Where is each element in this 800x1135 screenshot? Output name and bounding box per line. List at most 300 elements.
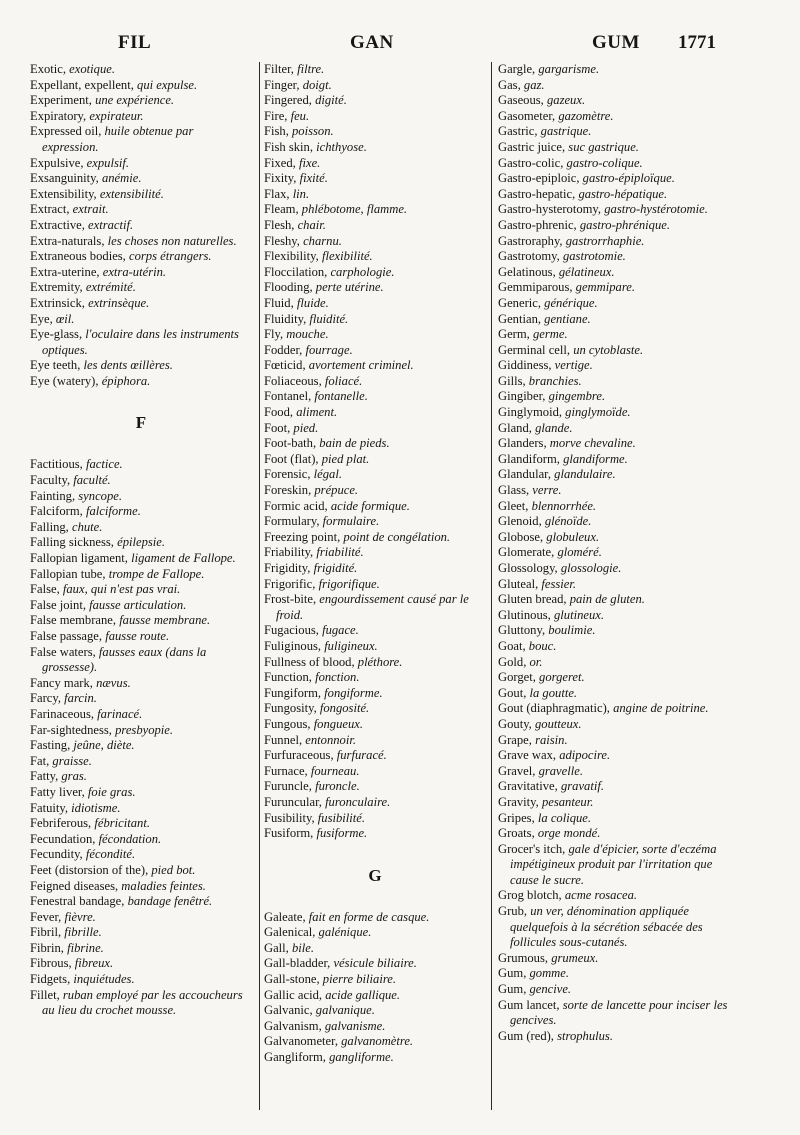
entry-term: Falling, [30,519,72,534]
entry-translation: frigorifique. [318,576,380,591]
entry-translation: glandiforme. [563,451,628,466]
entry-translation: pied plat. [321,451,370,466]
entry-translation: légal. [313,467,343,482]
dictionary-entry [30,738,252,754]
entry-translation: jeûne, diète. [73,738,135,753]
entry-term: Fusiform, [264,826,317,841]
middle-guide-word: GAN [350,32,394,53]
dictionary-entry [264,717,486,733]
dictionary-entry [264,733,486,749]
dictionary-entry [264,296,486,312]
entry-term: Gingiber, [498,389,549,404]
entry-term: Extremity, [30,280,86,295]
entry-translation: strophulus. [557,1028,613,1043]
dictionary-entry [30,801,252,817]
dictionary-entry [30,457,252,473]
dictionary-entry [498,701,734,717]
entry-translation: lin. [292,186,310,201]
dictionary-entry [264,941,486,957]
dictionary-entry [264,327,486,343]
dictionary-entry [264,972,486,988]
entry-term: Gastro-hepatic, [498,186,579,201]
dictionary-entry [30,156,252,172]
entry-term: Fatuity, [30,800,72,815]
dictionary-entry [30,489,252,505]
dictionary-entry [498,966,734,982]
entry-term: Gravity, [498,794,542,809]
entry-translation: doigt. [302,77,332,92]
entry-translation: gemmipare. [575,280,635,295]
entry-term: Gastro-phrenic, [498,217,580,232]
dictionary-entry [498,93,734,109]
entry-term: Extraneous bodies, [30,249,129,264]
entry-term: Eye-glass, [30,327,86,342]
dictionary-entry [30,925,252,941]
entry-translation: adipocire. [559,748,611,763]
dictionary-entry [264,1019,486,1035]
entry-translation: furonculaire. [325,794,391,809]
entry-translation: gangliforme. [329,1050,394,1065]
dictionary-entry [498,62,734,78]
entry-translation: galénique. [318,925,372,940]
dictionary-entry [30,535,252,551]
entry-translation: trompe de Fallope. [108,566,205,581]
entry-translation: grumeux. [551,950,599,965]
entry-term: Gouty, [498,716,535,731]
right-guide-word: GUM [592,32,640,53]
entry-translation: les dents œillères. [83,358,173,373]
dictionary-entry [264,530,486,546]
dictionary-entry [264,764,486,780]
entry-term: Fodder, [264,342,306,357]
entry-translation: l'oculaire dans les instruments optiques. [42,327,239,357]
entry-translation: la colique. [537,810,592,825]
entry-term: Fatty liver, [30,784,88,799]
dictionary-entry [498,374,734,390]
entry-translation: fausse membrane. [119,613,211,628]
entry-translation: gingembre. [548,389,606,404]
dictionary-entry [264,811,486,827]
entry-translation: nævus. [96,675,131,690]
dictionary-entry [264,988,486,1004]
dictionary-entry [498,951,734,967]
entry-term: Gout (diaphragmatic), [498,701,614,716]
entry-translation: faculté. [73,473,111,488]
entry-term: Gastro-epiploic, [498,171,583,186]
entry-term: Gall-bladder, [264,956,334,971]
entry-translation: acide gallique. [325,987,401,1002]
entry-list [264,910,486,1066]
entry-term: Fixity, [264,171,300,186]
entry-translation: factice. [85,457,123,472]
entry-term: Gasometer, [498,108,559,123]
entry-translation: huile obtenue par expression. [42,124,194,154]
entry-term: Gravel, [498,763,539,778]
entry-term: Fusibility, [264,810,318,825]
dictionary-entry [30,879,252,895]
entry-list [30,457,252,1018]
entry-term: Factitious, [30,457,86,472]
entry-translation: charnu. [303,233,342,248]
dictionary-entry [30,972,252,988]
dictionary-entry [498,389,734,405]
entry-term: Furfuraceous, [264,748,337,763]
entry-translation: fourneau. [310,763,360,778]
entry-term: Grub, [498,904,531,919]
dictionary-entry [498,78,734,94]
dictionary-entry [264,280,486,296]
dictionary-entry [498,249,734,265]
entry-translation: fontanelle. [314,389,368,404]
dictionary-entry [30,676,252,692]
dictionary-entry [498,842,734,889]
entry-translation: feu. [290,108,310,123]
entry-translation: or. [529,654,543,669]
entry-translation: ligament de Fallope. [131,551,236,566]
dictionary-entry [30,62,252,78]
dictionary-entry [30,327,252,358]
entry-term: Fatty, [30,769,62,784]
entry-term: Fugacious, [264,623,323,638]
entry-translation: glénoïde. [544,514,592,529]
entry-term: Finger, [264,77,303,92]
entry-translation: fluidité. [309,311,349,326]
column-divider-2 [491,62,492,1110]
entry-term: Gentian, [498,311,545,326]
dictionary-entry [264,545,486,561]
entry-translation: chute. [71,519,103,534]
entry-translation: phlébotome, flamme. [301,202,408,217]
entry-term: Groats, [498,826,538,841]
dictionary-entry [498,795,734,811]
entry-translation: fessier. [541,576,577,591]
entry-translation: extrinsèque. [88,295,150,310]
entry-translation: aliment. [296,405,338,420]
dictionary-entry [498,296,734,312]
dictionary-entry [264,405,486,421]
entry-term: Gargle, [498,62,539,76]
entry-term: Falling sickness, [30,535,118,550]
entry-translation: gaz. [523,77,545,92]
dictionary-entry [264,467,486,483]
dictionary-entry [498,733,734,749]
entry-translation: falciforme. [85,504,141,519]
dictionary-entry [264,389,486,405]
entry-term: Gemmiparous, [498,280,576,295]
entry-term: Falciform, [30,504,86,519]
entry-term: Glossology, [498,561,561,575]
entry-term: Furuncle, [264,779,316,794]
entry-translation: blennorrhée. [531,498,597,513]
dictionary-entry [264,78,486,94]
entry-translation: épilepsie. [117,535,166,550]
entry-term: Fallopian tube, [30,566,109,581]
entry-term: Glutinous, [498,607,554,622]
entry-term: Gold, [498,654,530,669]
entry-translation: angine de poitrine. [613,701,709,716]
entry-translation: fugace. [322,623,359,638]
entry-term: Fish skin, [264,139,317,154]
entry-translation: fécondation. [98,831,162,846]
entry-term: Fleshy, [264,233,304,248]
entry-translation: glutineux. [553,607,604,622]
dictionary-entry [498,530,734,546]
entry-term: Flexibility, [264,249,322,264]
entry-term: Gas, [498,77,524,92]
entry-translation: fausse route. [105,629,170,643]
entry-term: Galeate, [264,909,309,924]
dictionary-entry [264,639,486,655]
dictionary-entry [264,577,486,593]
dictionary-entry [30,312,252,328]
dictionary-entry [264,436,486,452]
entry-translation: gastro-épiploïque. [582,171,675,186]
entry-translation: avortement criminel. [308,358,414,373]
dictionary-entry [264,249,486,265]
dictionary-entry [498,545,734,561]
entry-translation: syncope. [78,488,122,503]
entry-term: Gangliform, [264,1050,330,1065]
dictionary-entry [498,405,734,421]
entry-translation: point de congélation. [343,529,451,544]
entry-translation: chair. [297,217,326,232]
entry-translation: graisse. [52,753,92,768]
entry-translation: filtre. [297,62,325,76]
entry-translation: digité. [315,93,347,108]
entry-translation: générique. [544,295,598,310]
dictionary-entry [498,608,734,624]
entry-term: False membrane, [30,613,120,628]
dictionary-entry [30,551,252,567]
entry-term: Grumous, [498,950,552,965]
entry-translation: épiphora. [101,373,151,388]
entry-term: Flooding, [264,280,316,295]
dictionary-entry [264,670,486,686]
entry-term: Gall-stone, [264,972,323,987]
entry-term: Function, [264,670,316,685]
entry-translation: acme rosacea. [564,888,638,903]
dictionary-entry [264,748,486,764]
entry-term: False joint, [30,597,90,612]
dictionary-entry [498,124,734,140]
entry-term: Fire, [264,108,291,123]
dictionary-entry [30,171,252,187]
dictionary-entry [30,816,252,832]
entry-translation: extensibilité. [99,186,164,201]
entry-term: Fungous, [264,716,314,731]
entry-translation: gomme. [529,966,570,981]
entry-translation: mouche. [286,327,329,342]
entry-term: Gastro-hysterotomy, [498,202,605,217]
entry-term: Expulsive, [30,155,87,170]
entry-translation: furfuracé. [336,748,387,763]
entry-term: Fainting, [30,488,79,503]
entry-term: Fibrous, [30,956,75,971]
entry-term: Gout, [498,685,530,700]
entry-translation: bandage fenêtré. [127,894,213,909]
dictionary-entry [30,785,252,801]
entry-translation: extra-utérin. [102,264,167,279]
section-letter-g: G [368,865,382,885]
entry-term: Fontanel, [264,389,315,404]
dictionary-entry [498,826,734,842]
entry-term: Fenestral bandage, [30,894,128,909]
dictionary-entry [498,686,734,702]
entry-term: Eye teeth, [30,358,84,373]
entry-translation: sorte de lancette pour inciser les gencives. [510,997,728,1028]
dictionary-entry [264,1034,486,1050]
entry-translation: gorgeret. [539,670,585,685]
entry-term: Gastric, [498,124,541,139]
dictionary-entry [498,187,734,203]
entry-term: Gluten bread, [498,592,570,607]
entry-term: Gluttony, [498,623,549,638]
entry-translation: faux, qui n'est pas vrai. [62,582,181,597]
entry-translation: fibrille. [64,925,102,940]
dictionary-entry [30,234,252,250]
dictionary-entry [30,93,252,109]
entry-translation: galvanique. [315,1003,375,1018]
dictionary-entry [498,561,734,577]
dictionary-entry [30,520,252,536]
column-3 [498,62,734,1122]
entry-term: Frigidity, [264,561,314,575]
entry-translation: glandulaire. [554,467,616,482]
entry-term: Glandiform, [498,451,564,466]
dictionary-entry [498,343,734,359]
entry-translation: bouc. [528,638,557,653]
dictionary-entry [264,623,486,639]
entry-term: Exsanguinity, [30,171,102,186]
dictionary-entry [30,754,252,770]
entry-translation: galvanomètre. [341,1034,414,1049]
dictionary-entry [264,1003,486,1019]
entry-term: Generic, [498,295,545,310]
entry-term: Extra-naturals, [30,233,108,248]
entry-translation: pléthore. [357,654,403,669]
entry-translation: gravelle. [538,763,583,778]
entry-term: Galenical, [264,925,319,940]
entry-term: Filter, [264,62,298,76]
dictionary-entry [264,655,486,671]
dictionary-entry [498,436,734,452]
entry-translation: fongueux. [313,716,363,731]
entry-term: Galvanism, [264,1018,325,1033]
dictionary-entry [30,691,252,707]
entry-term: Extractive, [30,217,89,232]
entry-term: Fullness of blood, [264,654,358,669]
dictionary-entry [498,109,734,125]
entry-term: Gaseous, [498,93,547,108]
dictionary-entry [498,280,734,296]
entry-term: Gall, [264,940,292,955]
entry-term: Fancy mark, [30,675,97,690]
entry-translation: globuleux. [546,529,600,544]
dictionary-entry [498,358,734,374]
entry-term: Foot (flat), [264,451,322,466]
entry-term: Frost-bite, [264,592,320,607]
entry-term: Gum (red), [498,1028,558,1043]
entry-translation: fluide. [296,295,329,310]
entry-translation: galvanisme. [324,1018,386,1033]
dictionary-entry [498,483,734,499]
entry-term: Fillet, [30,987,63,1002]
page-number: 1771 [678,32,716,53]
entry-translation: glande. [535,420,573,435]
dictionary-entry [30,187,252,203]
dictionary-entry [264,499,486,515]
dictionary-entry [30,249,252,265]
entry-translation: gélatineux. [558,264,615,279]
dictionary-entry [264,910,486,926]
column-divider-1 [259,62,260,1110]
entry-translation: fausses eaux (dans la grossesse). [42,644,207,675]
entry-translation: fixité. [299,171,328,186]
dictionary-entry [30,218,252,234]
dictionary-entry [264,956,486,972]
entry-translation: entonnoir. [305,732,357,747]
entry-term: Gastroraphy, [498,233,566,248]
dictionary-entry [30,265,252,281]
entry-translation: foliacé. [324,373,363,388]
entry-term: Glanders, [498,436,550,451]
entry-translation: pesanteur. [541,794,594,809]
entry-term: Fungiform, [264,685,325,700]
entry-term: Febriferous, [30,816,95,831]
entry-term: Farcy, [30,691,65,706]
entry-translation: gastro-hépatique. [578,186,668,201]
entry-term: False, [30,582,63,597]
dictionary-entry [30,374,252,390]
dictionary-entry [498,982,734,998]
dictionary-entry [30,863,252,879]
entry-translation: suc gastrique. [568,139,639,154]
dictionary-entry [264,483,486,499]
entry-term: Gallic acid, [264,987,326,1002]
entry-term: Gleet, [498,498,532,513]
entry-term: Fasting, [30,738,74,753]
dictionary-entry [264,93,486,109]
dictionary-entry [30,956,252,972]
entry-translation: expulsif. [86,155,129,170]
entry-translation: extractif. [88,217,134,232]
dictionary-entry [498,998,734,1029]
entry-term: Gum, [498,966,530,981]
entry-term: Formic acid, [264,498,331,513]
entry-term: Foreskin, [264,483,315,498]
entry-translation: gentiane. [544,311,591,326]
dictionary-entry [498,202,734,218]
dictionary-entry [264,62,486,78]
entry-translation: fixe. [298,155,321,170]
dictionary-entry [264,312,486,328]
entry-translation: la goutte. [529,685,578,700]
entry-term: Foliaceous, [264,373,325,388]
entry-translation: vertige. [554,358,593,373]
entry-translation: pied. [293,420,319,435]
entry-translation: exotique. [69,62,115,76]
entry-translation: furoncle. [315,779,360,794]
entry-translation: glossologie. [560,561,622,575]
entry-term: Grave wax, [498,748,560,763]
entry-term: False passage, [30,629,106,643]
dictionary-entry [30,847,252,863]
entry-translation: pierre biliaire. [322,972,396,987]
entry-translation: gastro-colique. [566,155,643,170]
entry-translation: ginglymoïde. [565,405,631,420]
entry-term: Fixed, [264,155,299,170]
dictionary-entry [498,234,734,250]
